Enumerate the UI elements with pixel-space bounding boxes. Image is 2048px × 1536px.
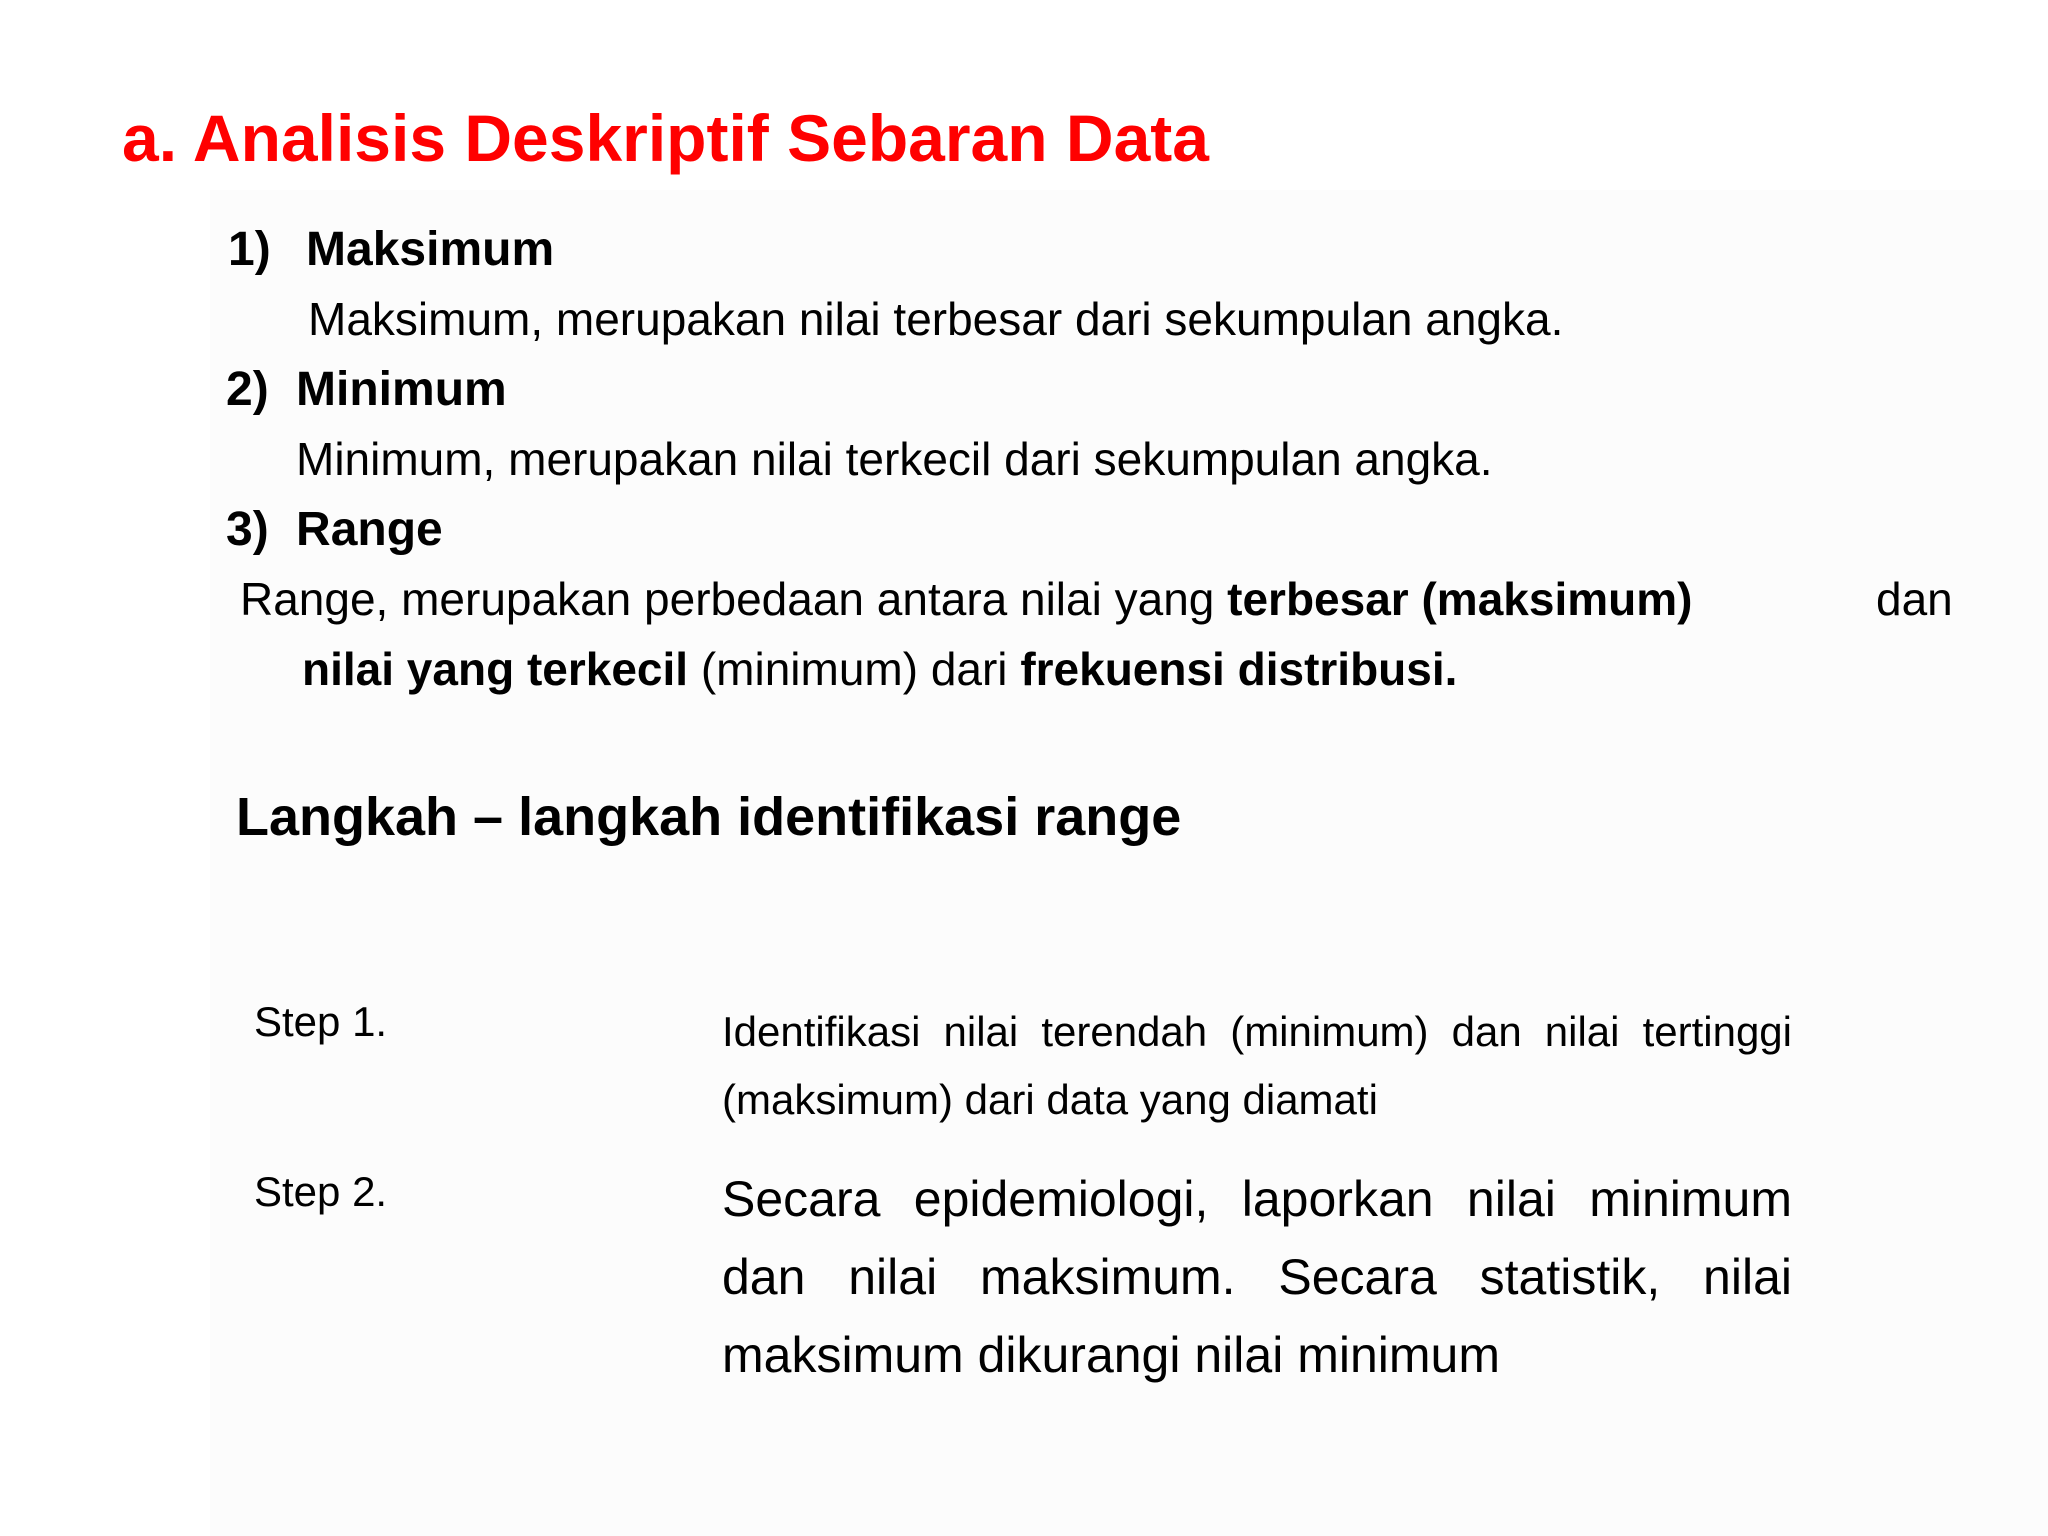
range-bold-2: nilai yang terkecil bbox=[302, 643, 689, 695]
step-1-label: Step 1. bbox=[254, 998, 388, 1045]
item-2-description: Minimum, merupakan nilai terkecil dari sekumpulan angka. bbox=[296, 433, 1493, 485]
slide-title: a. Analisis Deskriptif Sebaran Data bbox=[122, 101, 1209, 175]
item-3-description-line-2 bbox=[302, 642, 1457, 696]
item-3-number: 3) bbox=[226, 503, 269, 556]
item-1-number: 1) bbox=[228, 223, 271, 276]
range-text-dan: dan bbox=[1876, 573, 1953, 625]
step-2-label: Step 2. bbox=[254, 1168, 388, 1215]
step-1-description: Identifikasi nilai terendah (minimum) dan nilai tertinggi (maksimum) dari data yang diamati bbox=[722, 1008, 1792, 1123]
item-1-heading bbox=[228, 222, 554, 277]
step-2-description: Secara epidemiologi, laporkan nilai minimum dan nilai maksimum. Secara statistik, nilai maksimum dikurangi nilai minimum bbox=[722, 1171, 1792, 1383]
item-3-description-line-1 bbox=[240, 572, 1692, 626]
item-2-title: Minimum bbox=[296, 363, 507, 416]
range-text-1: Range, merupakan perbedaan antara nilai yang bbox=[240, 573, 1228, 625]
range-text-3: (minimum) dari bbox=[688, 643, 1021, 695]
range-bold-3: frekuensi distribusi. bbox=[1020, 643, 1458, 695]
item-2-heading bbox=[226, 362, 507, 417]
steps-subheading: Langkah – langkah identifikasi range bbox=[236, 787, 1182, 847]
item-1-title: Maksimum bbox=[306, 223, 555, 276]
item-3-title: Range bbox=[296, 503, 443, 556]
item-2-number: 2) bbox=[226, 363, 269, 416]
item-1-description: Maksimum, merupakan nilai terbesar dari sekumpulan angka. bbox=[308, 293, 1564, 345]
item-3-heading bbox=[226, 502, 443, 557]
range-bold-1: terbesar (maksimum) bbox=[1227, 573, 1693, 625]
